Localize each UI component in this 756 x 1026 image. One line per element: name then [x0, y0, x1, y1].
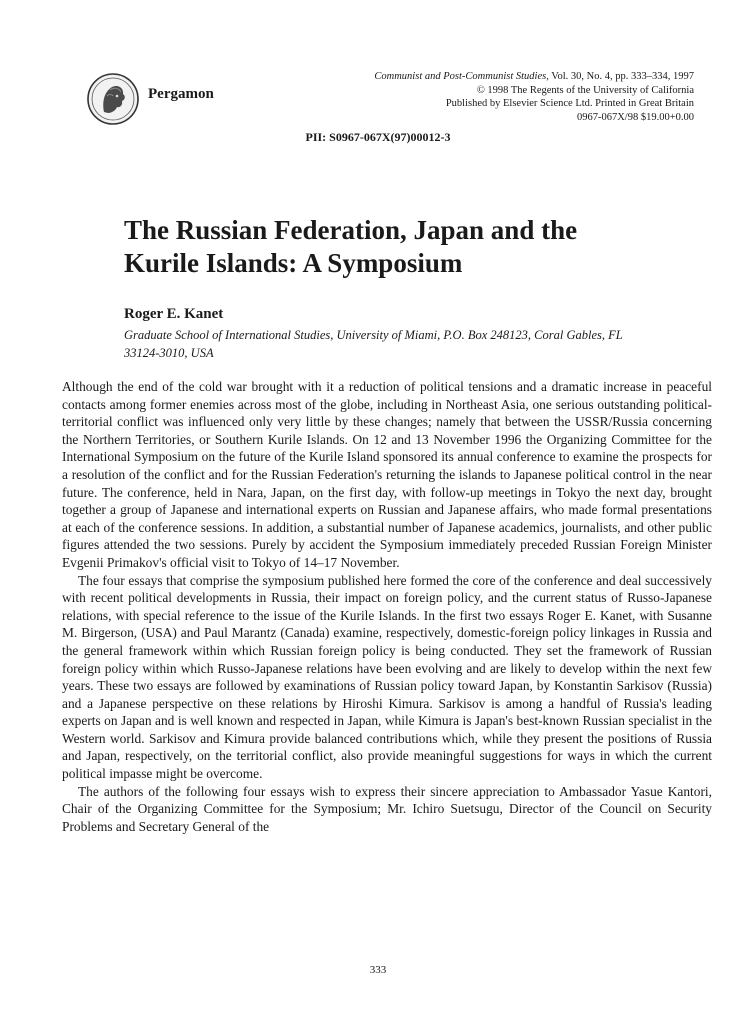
author-name: Roger E. Kanet	[124, 306, 224, 322]
publisher-name: Pergamon	[148, 86, 214, 102]
journal-info	[314, 70, 694, 124]
paragraph: The authors of the following four essays wish to express their sincere appreciation to Ambassador Yasue Kantori, Chair of the Organizing Committee for the Symposium; Mr. Ichiro Suetsugu, Director of the Council on Security Problems and Secretary General of the	[62, 783, 712, 834]
paragraph: Although the end of the cold war brought with it a reduction of political tensions and a dramatic increase in peaceful contacts among former enemies across most of the globe, including in Northeast Asia, one serious outstanding political-territorial conflict was influenced only very little by these changes; namely that between the USSR/Russia concerning the Northern Territories, or Southern Kurile Islands. On 12 and 13 November 1996 the Organizing Committee for the International Symposium on the future of the Kurile Island sponsored its annual conference to examine the prospects for a resolution of the conflict and for the Russian Federation's returning the islands to Japanese political control in the near future. The conference, held in Nara, Japan, on the first day, with follow-up meetings in Tokyo the next day, brought together a group of Japanese and international experts on Russian and Japanese affairs, who made formal presentations at each of the conference sessions. In addition, a substantial number of Japanese academics, journalists, and other public figures attended the two sessions. Purely by accident the Symposium immediately preceded Russian Foreign Minister Evgenii Primakov's official visit to Tokyo of 14–17 November.	[62, 379, 712, 570]
page-number: 333	[369, 964, 387, 976]
pii-identifier: PII: S0967-067X(97)00012-3	[305, 130, 451, 144]
pergamon-medallion-icon	[86, 72, 140, 126]
pergamon-logo	[86, 72, 140, 126]
article-title: The Russian Federation, Japan and the Kurile Islands: A Symposium	[124, 215, 578, 278]
publisher-line: Published by Elsevier Science Ltd. Printed in Great Britain	[445, 98, 694, 109]
author-affiliation: Graduate School of International Studies, University of Miami, P.O. Box 248123, Coral Gables, FL 33124-3010, USA	[124, 328, 623, 360]
journal-volume: Vol. 30, No. 4, pp. 333–334, 1997	[548, 71, 694, 82]
journal-citation	[314, 70, 694, 84]
copyright-line: © 1998 The Regents of the University of California	[476, 84, 694, 96]
article-body	[62, 378, 712, 835]
journal-title: Communist and Post-Communist Studies,	[374, 71, 549, 82]
issn-price: 0967-067X/98 $19.00+0.00	[576, 111, 694, 123]
paragraph: The four essays that comprise the symposium published here formed the core of the conference and deal successively with recent political developments in Russia, their impact on foreign policy, and the current status of Russo-Japanese relations, with special reference to the issue of the Kurile Islands. In the first two essays Roger E. Kanet, with Susanne M. Birgerson, (USA) and Paul Marantz (Canada) examine, respectively, domestic-foreign policy linkages in Russia and the general framework within which Russian foreign policy is being conducted. They set the framework of Russian foreign policy within which Russo-Japanese relations have been evolving and are likely to develop within the next few years. These two essays are followed by examinations of Russian policy toward Japan, by Konstantin Sarkisov (Russia) and a Japanese perspective on these relations by Hiroshi Kimura. Sarkisov is among a handful of Russia's leading experts on Japan and is well known and respected in Japan, while Kimura is Japan's best-known Russian specialist in the Western world. Sarkisov and Kimura provide balanced contributions which, while they present the positions of Russia and Japan, respectively, on the territorial conflict, also provide meaningful suggestions for ways in which the current political impasse might be overcome.	[62, 572, 712, 782]
